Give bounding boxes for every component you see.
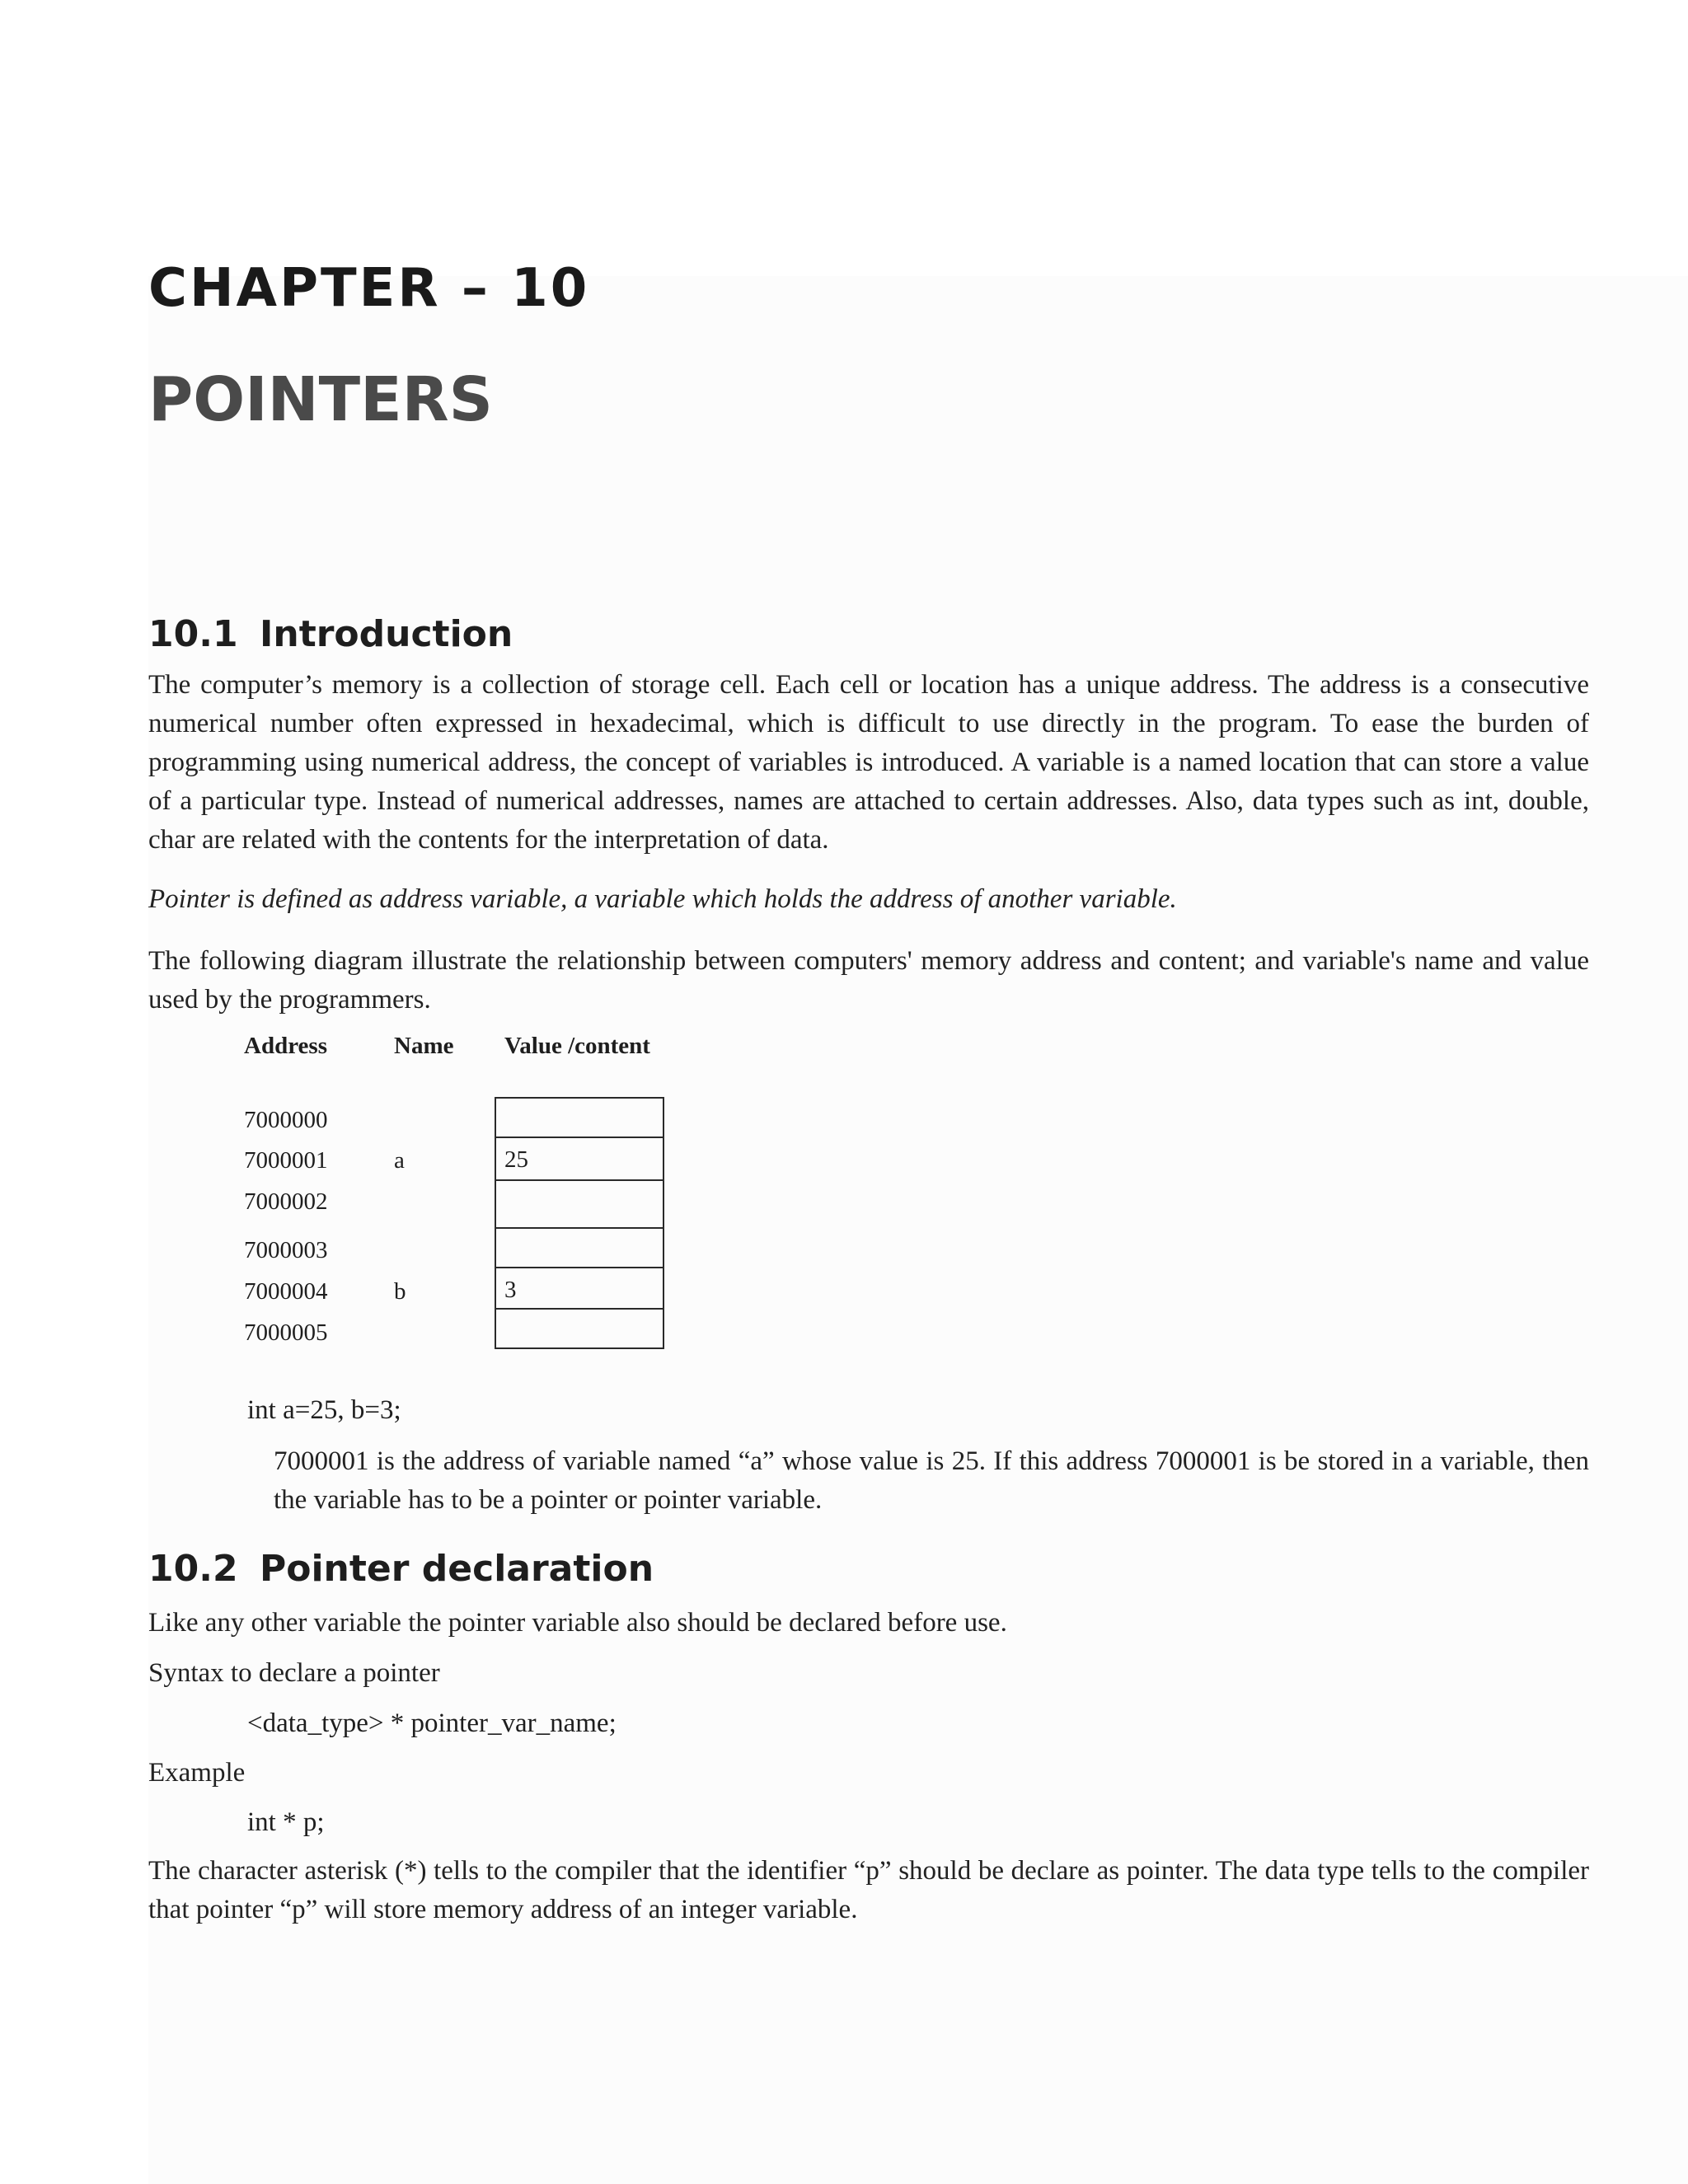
chapter-title: POINTERS: [148, 364, 493, 435]
memory-cell: [495, 1227, 664, 1268]
diagram-intro-paragraph: The following diagram illustrate the relationship between computers' memory address and content; and variable's name and value used by the programmers.: [148, 946, 1589, 1015]
memory-address: 7000002: [244, 1188, 328, 1215]
declaration-code: int a=25, b=3;: [247, 1395, 401, 1425]
memory-cell: [495, 1097, 664, 1138]
section-title: Introduction: [260, 613, 513, 655]
section-title: Pointer declaration: [260, 1548, 654, 1590]
memory-cell: 25: [495, 1137, 664, 1181]
memory-address: 7000004: [244, 1278, 328, 1305]
memory-cell: [495, 1179, 664, 1229]
variable-name: a: [394, 1147, 405, 1174]
chapter-label: CHAPTER – 10: [148, 258, 590, 319]
memory-cell: 3: [495, 1267, 664, 1310]
pointer-definition: Pointer is defined as address variable, a variable which holds the address of another variable.: [148, 884, 1177, 914]
section-heading-pointer-declaration: [148, 1548, 654, 1590]
declaration-paragraph: Like any other variable the pointer variable also should be declared before use.: [148, 1608, 1007, 1638]
address-header: Address: [244, 1033, 327, 1059]
memory-diagram: [244, 1034, 722, 1372]
section-number: 10.1: [148, 613, 238, 655]
memory-address: 7000003: [244, 1237, 328, 1263]
section-heading-introduction: [148, 613, 513, 655]
example-label: Example: [148, 1758, 246, 1788]
memory-address: 7000000: [244, 1107, 328, 1133]
intro-paragraph: The computer’s memory is a collection of storage cell. Each cell or location has a unique address. The address is a consecutive numerical number often expressed in hexadecimal, which is difficult to use directly in the program. To ease the burden of programming using numerical address, the concept of variables is introduced. A variable is a named location that can store a value of a particular type. Instead of numerical addresses, names are attached to certain addresses. Also, data types such as int, double, char are related with the contents for the interpretation of data.: [148, 670, 1589, 855]
name-header: Name: [394, 1033, 454, 1059]
value-header: Value /content: [504, 1033, 650, 1059]
variable-name: b: [394, 1278, 406, 1305]
memory-address: 7000001: [244, 1147, 328, 1174]
memory-address: 7000005: [244, 1319, 328, 1346]
asterisk-explanation: The character asterisk (*) tells to the compiler that the identifier “p” should be declare as pointer. The data type tells to the compiler that pointer “p” will store memory address of an integer variable.: [148, 1856, 1589, 1924]
syntax-label: Syntax to declare a pointer: [148, 1658, 440, 1688]
memory-cell: [495, 1308, 664, 1349]
section-number: 10.2: [148, 1548, 238, 1590]
example-code: int * p;: [247, 1807, 325, 1837]
address-explanation: 7000001 is the address of variable named “a” whose value is 25. If this address 7000001 is be stored in a variable, then the variable has to be a pointer or pointer variable.: [274, 1446, 1589, 1515]
syntax-code: <data_type> * pointer_var_name;: [247, 1708, 617, 1738]
